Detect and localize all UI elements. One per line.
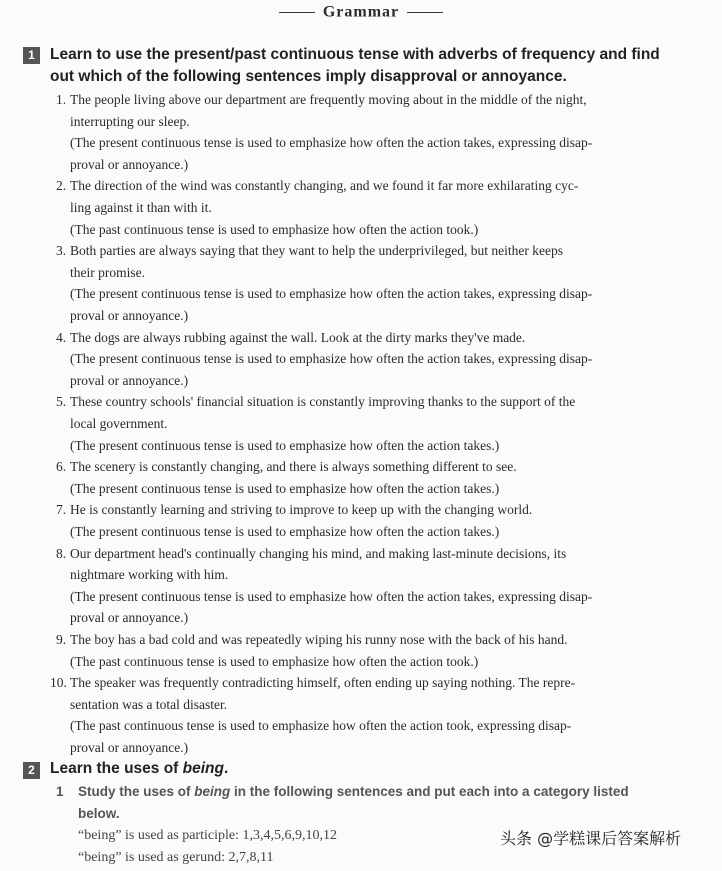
exercise-item-line: The people living above our department are frequently moving about in the middle of the night, (70, 92, 587, 107)
exercise-item-line: The direction of the wind was constantly changing, and we found it far more exhilarating cyc- (70, 178, 579, 194)
exercise-item-line: (The past continuous tense is used to emphasize how often the action took.) (70, 653, 479, 669)
exercise-item-line: (The present continuous tense is used to emphasize how often the action takes.) (70, 523, 500, 539)
exercise-item-number: 8. (56, 545, 67, 561)
exercise-item-line: (The past continuous tense is used to emphasize how often the action took, expressing disap- (70, 718, 572, 734)
exercise-item-line: interrupting our sleep. (70, 113, 190, 129)
section-2-task-number: 1 (56, 784, 64, 799)
exercise-item-line: (The present continuous tense is used to emphasize how often the action takes, expressing disap- (70, 351, 593, 367)
grammar-title-row (0, 3, 722, 27)
exercise-item-number: 3. (56, 243, 67, 259)
exercise-item-line: (The present continuous tense is used to emphasize how often the action takes, expressing disap- (70, 588, 593, 604)
exercise-item-line: (The present continuous tense is used to emphasize how often the action takes, expressing disap- (70, 135, 593, 151)
exercise-item-line: ling against it than with it. (70, 199, 212, 215)
exercise-item-line: (The present continuous tense is used to emphasize how often the action takes.) (70, 437, 500, 453)
section-2-number-badge: 2 (23, 762, 40, 779)
exercise-item-number: 4. (56, 329, 67, 345)
exercise-item-line: The boy has a bad cold and was repeatedly wiping his runny nose with the back of his hand. (70, 632, 568, 647)
exercise-item-number: 5. (56, 394, 67, 410)
page-title: Grammar (322, 3, 400, 21)
exercise-item-line: (The present continuous tense is used to emphasize how often the action takes.) (70, 480, 500, 496)
section-2-heading-italic: being (182, 760, 224, 777)
exercise-item-line: The speaker was frequently contradicting himself, often ending up saying nothing. The repre- (70, 675, 576, 691)
section-2-task-line2: below. (78, 806, 120, 821)
exercise-item-line: proval or annoyance.) (70, 739, 189, 755)
section-2-heading-prefix: Learn the uses of (50, 760, 183, 777)
section-2-task-line1 (56, 784, 629, 799)
exercise-item-line: These country schools' financial situation is constantly improving thanks to the support of the (70, 394, 576, 410)
exercise-item-line: Our department head's continually changing his mind, and making last-minute decisions, its (70, 545, 567, 561)
section-1-number-badge: 1 (23, 47, 40, 64)
section-1-heading-line1: Learn to use the present/past continuous tense with adverbs of frequency and find (50, 46, 660, 63)
exercise-item-line: He is constantly learning and striving to improve to keep up with the changing world. (70, 502, 533, 518)
exercise-item-number: 1. (56, 92, 67, 107)
title-rule-right (407, 12, 443, 13)
exercise-item-line: proval or annoyance.) (70, 156, 189, 172)
title-rule-left (279, 12, 315, 13)
task-line1-suffix: in the following sentences and put each into a category listed (230, 784, 629, 799)
exercise-item-line: local government. (70, 415, 168, 431)
exercise-item-line: proval or annoyance.) (70, 307, 189, 323)
exercise-item-number: 9. (56, 632, 67, 647)
section-2-answer-gerund: “being” is used as gerund: 2,7,8,11 (78, 850, 274, 865)
exercise-item-line: proval or annoyance.) (70, 610, 189, 626)
task-line1-prefix: Study the uses of (78, 784, 195, 799)
section-2-heading-suffix: . (224, 760, 229, 777)
exercise-item-line: (The past continuous tense is used to emphasize how often the action took.) (70, 221, 479, 237)
section-2-heading (50, 760, 228, 778)
exercise-item-line: (The present continuous tense is used to emphasize how often the action takes, expressing disap- (70, 286, 593, 302)
exercise-item-number: 6. (56, 459, 67, 475)
exercise-item-line: their promise. (70, 264, 145, 280)
exercise-item-line: sentation was a total disaster. (70, 696, 228, 712)
exercise-item-line: The dogs are always rubbing against the wall. Look at the dirty marks they've made. (70, 329, 526, 345)
exercise-item-line: nightmare working with him. (70, 567, 229, 583)
exercise-item-line: proval or annoyance.) (70, 372, 189, 388)
exercise-item-line: The scenery is constantly changing, and there is always something different to see. (70, 459, 517, 475)
source-watermark: 头条 @学糕课后答案解析 (500, 829, 682, 848)
exercise-item-line: Both parties are always saying that they want to help the underprivileged, but neither keeps (70, 243, 563, 259)
section-1-heading-line2: out which of the following sentences imply disapproval or annoyance. (50, 68, 567, 85)
exercise-item-number: 10. (50, 675, 67, 691)
task-line1-italic: being (194, 784, 231, 799)
section-2-answer-participle: “being” is used as participle: 1,3,4,5,6,9,10,12 (78, 828, 337, 843)
exercise-item-number: 2. (56, 178, 67, 194)
exercise-item-number: 7. (56, 502, 67, 518)
